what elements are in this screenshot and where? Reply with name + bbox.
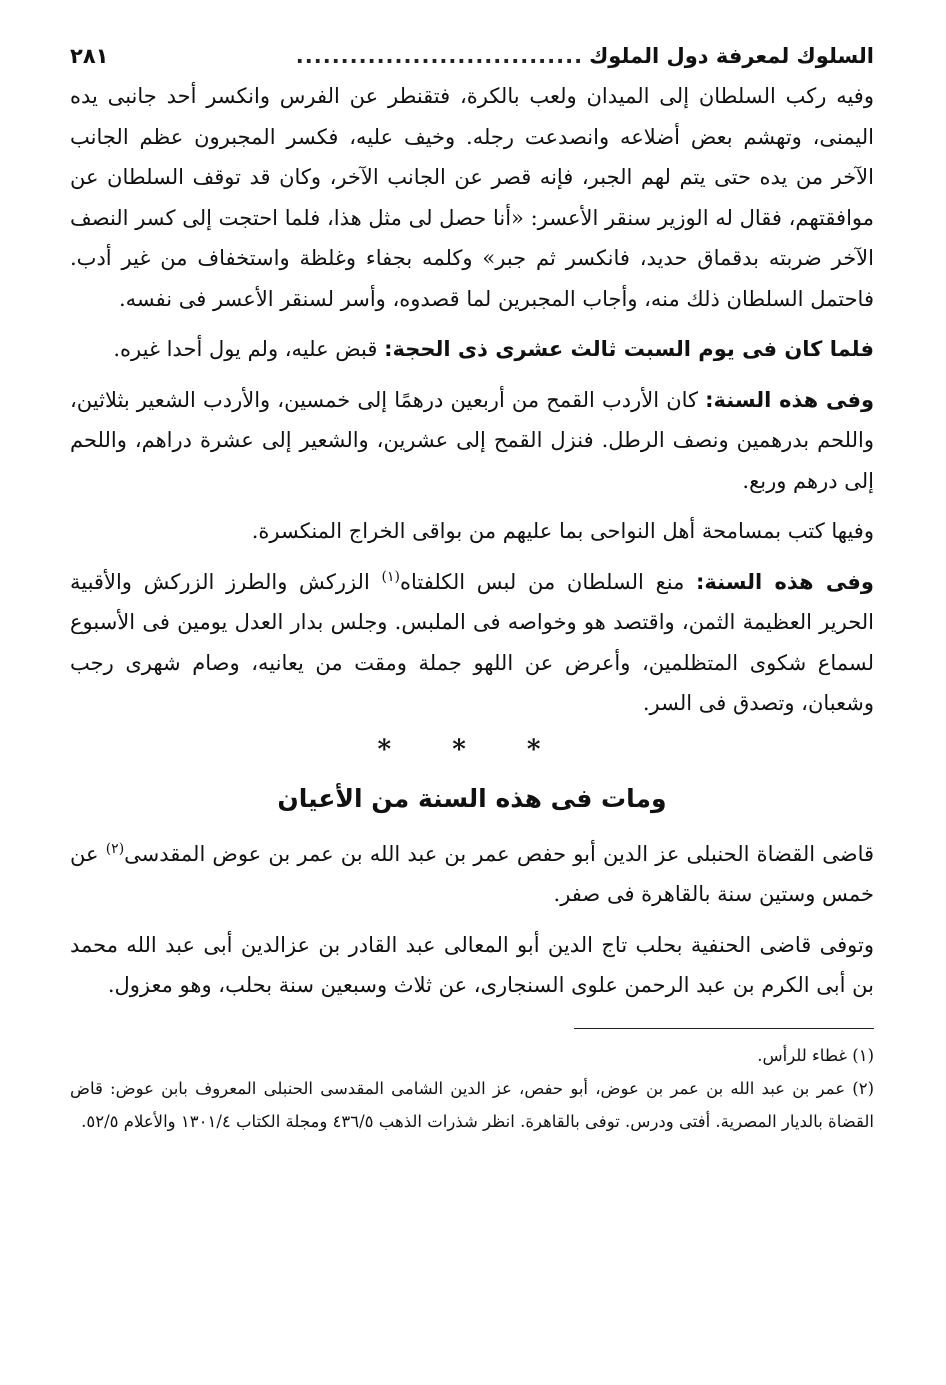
footnote-divider xyxy=(574,1028,874,1029)
paragraph-obituary-hanbali-judge xyxy=(70,834,874,915)
paragraph-obituary-hanafi-judge xyxy=(70,925,874,1006)
paragraph-arrest xyxy=(70,329,874,370)
paragraph-text: قبض عليه، ولم يول أحدا غيره. xyxy=(113,337,385,361)
paragraph-text: منع السلطان من لبس الكلفتاه xyxy=(399,569,697,594)
paragraph-dress-ban xyxy=(70,562,874,724)
paragraph-text: الزركش والطرز الزركش والأقبية الحرير العظيمة الثمن، واقتصد هو وخواصه فى الملبس. وجلس بدار العدل يومين فى الأسبوع لسماع شكوى المتظلمين، وأعرض عن اللهو جملة ومقت من يعانيه، وصام شهرى رجب وشعبان، وتصدق فى السر. xyxy=(70,569,874,715)
running-header xyxy=(70,36,874,76)
paragraph-lead: وفى هذه السنة: xyxy=(705,387,874,412)
paragraph-text: وفيها كتب بمسامحة أهل النواحى بما عليهم من بواقى الخراج المنكسرة. xyxy=(251,519,874,543)
section-ornament: * * * xyxy=(377,734,567,765)
paragraph-text: وتوفى قاضى الحنفية بحلب تاج الدين أبو المعالى عبد القادر بن عزالدين أبى عبد الله محمد بن أبى الكرم بن عبد الرحمن علوى السنجارى، عن ثلاث وسبعين سنة بحلب، وهو معزول. xyxy=(70,932,875,997)
paragraph-tax-relief xyxy=(70,511,874,552)
paragraph-text: وفيه ركب السلطان إلى الميدان ولعب بالكرة، فتقنطر عن الفرس وانكسر أحد جانبى يده اليمنى، وتهشم بعض أضلاعه وانصدعت رجله. وخيف عليه، فكسر المجبرون عظم الجانب الآخر من يده حتى يتم لهم الجبر، فإنه قصر عن الجانب الآخر، وكان قد توقف السلطان عن موافقتهم، فقال له الوزير سنقر الأعسر: «أنا حصل لى مثل هذا، فلما احتجت إلى كسر النصف الآخر ضربته بدقماق حديد، فانكسر ثم جبر» وكلمه بجفاء وغلظة واستخفاف من غير أدب. فاحتمل السلطان ذلك منه، وأجاب المجبرين لما قصدوه، وأسر لسنقر الأعسر فى نفسه. xyxy=(70,84,874,311)
paragraph-text: قاضى القضاة الحنبلى عز الدين أبو حفص عمر بن عبد الله بن عمر بن عوض المقدسى xyxy=(124,841,874,866)
running-title-group xyxy=(140,36,874,76)
footnote-ref-1[interactable]: (١) xyxy=(381,568,400,585)
paragraph-lead: فلما كان فى يوم السبت ثالث عشرى ذى الحجة: xyxy=(384,337,874,361)
paragraph-text: كان الأردب القمح من أربعين درهمًا إلى خمسين، والأردب الشعير بثلاثين، واللحم بدرهمين ونصف الرطل. فنزل القمح إلى عشرين، والشعير إلى عشرة دراهم، واللحم إلى درهم وربع. xyxy=(70,387,874,493)
footnote-1: (١) غطاء للرأس. xyxy=(757,1045,874,1065)
book-page xyxy=(70,36,874,1138)
paragraph-lead: وفى هذه السنة: xyxy=(696,569,874,594)
paragraph-text: عن خمس وستين سنة بالقاهرة فى صفر. xyxy=(70,841,874,906)
paragraph-prices xyxy=(70,380,874,502)
footnote-2: (٢) عمر بن عبد الله بن عمر بن عوض، أبو حفص، عز الدين الشامى المقدسى الحنبلى المعروف بابن عوض: قاض القضاة بالديار المصرية. أفتى ودرس. توفى بالقاهرة. انظر شذرات الذهب ٤٣٦/٥ ومجلة الكتاب ١٣٠١/٤ والأعلام ٥٢/٥. xyxy=(70,1078,874,1131)
section-heading: ومات فى هذه السنة من الأعيان xyxy=(277,783,667,813)
footnote-ref-2[interactable]: (٢) xyxy=(105,840,125,857)
leader-dots: ................................ xyxy=(295,44,584,68)
running-title: السلوك لمعرفة دول الملوك xyxy=(589,44,874,68)
page-number: ٢٨١ xyxy=(70,44,109,68)
paragraph-polo-accident xyxy=(70,76,874,319)
